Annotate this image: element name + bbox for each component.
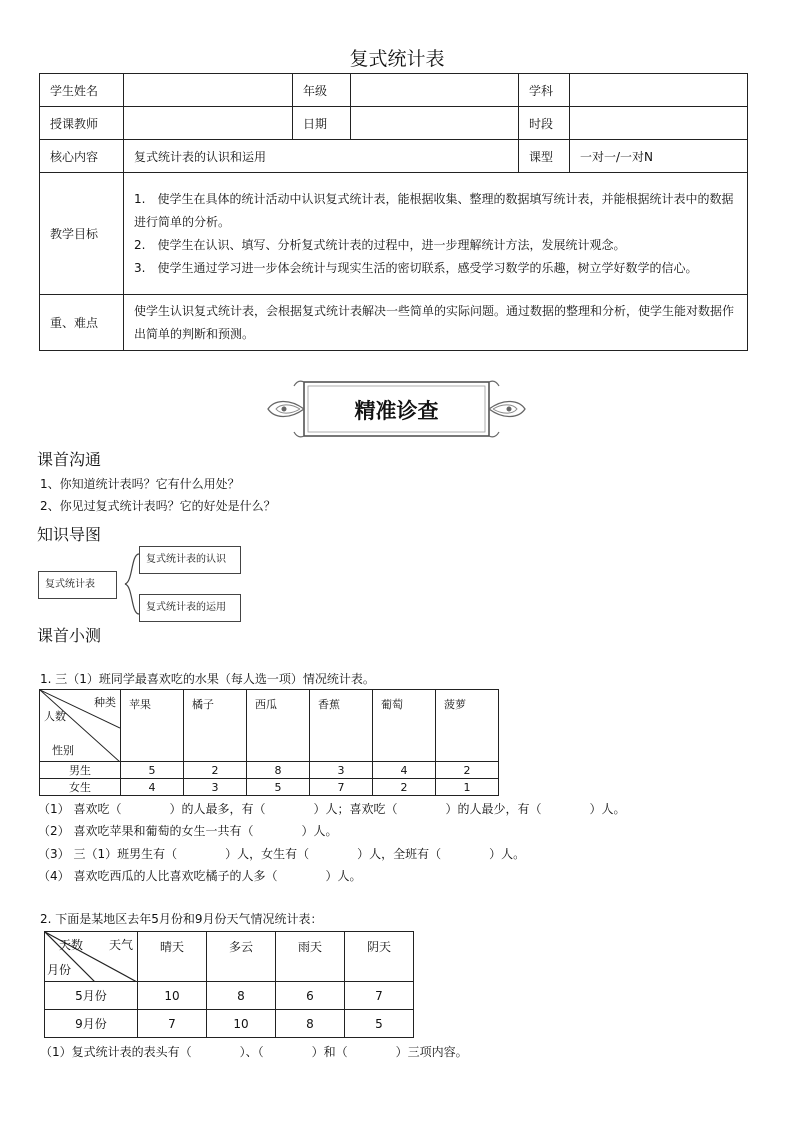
table-cell: 2 [184,762,247,779]
section-heading-knowledge-map: 知识导图 [37,525,102,544]
weather-table [44,931,414,1038]
teacher-label: 授课教师 [40,107,124,140]
subject-label: 学科 [519,74,570,107]
question-1: 1、你知道统计表吗？它有什么用处？ [40,477,240,491]
table-cell: 7 [138,1010,207,1038]
goal-item: 1. 使学生在具体的统计活动中认识复式统计表，能根据收集、整理的数据填写统计表，并能根据统计表中的数据进行简单的分析。 [134,191,734,229]
page-title: 复式统计表 [349,48,445,70]
problem-1-q2: （2） 喜欢吃苹果和葡萄的女生一共有（ ）人。 [38,824,338,838]
map-root: 复式统计表 [38,571,117,599]
grade-label: 年级 [293,74,351,107]
problem-1-q3: （3） 三（1）班男生有（ ）人，女生有（ ）人，全班有（ ）人。 [38,847,526,861]
section-banner [264,378,529,440]
table-cell: 4 [373,762,436,779]
corner-bottom: 月份 [47,963,72,977]
section-heading-quiz: 课首小测 [37,626,102,645]
corner-mid: 人数 [44,710,66,723]
goals-label: 教学目标 [40,173,124,295]
weather-header: 晴天 [138,932,207,982]
problem-1-intro: 1. 三（1）班同学最喜欢吃的水果（每人选一项）情况统计表。 [40,672,375,686]
table-cell: 3 [310,762,373,779]
section-heading-communication: 课首沟通 [37,450,102,469]
row-label-girls: 女生 [40,779,121,796]
date-value [351,107,519,140]
table-cell: 8 [276,1010,345,1038]
goals-cell [124,173,748,295]
table-cell: 4 [121,779,184,796]
table-cell: 8 [247,762,310,779]
core-label: 核心内容 [40,140,124,173]
corner-left: 天数 [59,938,84,952]
table-cell: 2 [436,762,499,779]
subject-value [570,74,748,107]
problem-2-q1: （1）复式统计表的表头有（ ）、（ ）和（ ）三项内容。 [40,1045,468,1059]
date-label: 日期 [293,107,351,140]
table-cell: 5 [121,762,184,779]
corner-top: 种类 [94,696,116,709]
map-branch-recognition: 复式统计表的认识 [139,546,241,574]
fruit-header: 菠萝 [436,690,499,762]
teacher-value [124,107,293,140]
table-cell: 6 [276,982,345,1010]
table-cell: 8 [207,982,276,1010]
map-branch-application: 复式统计表的运用 [139,594,241,622]
goal-item: 3. 使学生通过学习进一步体会统计与现实生活的密切联系，感受学习数学的乐趣，树立学好数学的信心。 [134,260,698,275]
fruit-header: 葡萄 [373,690,436,762]
period-label: 时段 [519,107,570,140]
fruit-table-corner [40,690,121,762]
weather-header: 阴天 [345,932,414,982]
fruit-header: 香蕉 [310,690,373,762]
table-cell: 7 [310,779,373,796]
fruit-header: 橘子 [184,690,247,762]
fruit-table [39,689,499,796]
problem-1-q4: （4） 喜欢吃西瓜的人比喜欢吃橘子的人多（ ）人。 [38,869,362,883]
problem-2-intro: 2. 下面是某地区去年5月份和9月份天气情况统计表： [40,912,323,926]
question-2: 2、你见过复式统计表吗？它的好处是什么？ [40,499,276,513]
key-label: 重、难点 [40,295,124,351]
core-value: 复式统计表的认识和运用 [124,140,519,173]
goal-item: 2. 使学生在认识、填写、分析复式统计表的过程中，进一步理解统计方法，发展统计观念。 [134,237,626,252]
weather-header: 雨天 [276,932,345,982]
type-label: 课型 [519,140,570,173]
corner-right: 天气 [108,938,133,952]
weather-table-corner [45,932,138,982]
table-cell: 5 [345,1010,414,1038]
table-cell: 2 [373,779,436,796]
weather-header: 多云 [207,932,276,982]
table-cell: 3 [184,779,247,796]
fruit-header: 苹果 [121,690,184,762]
row-label-boys: 男生 [40,762,121,779]
student-label: 学生姓名 [40,74,124,107]
lesson-info-table [39,73,748,351]
fruit-header: 西瓜 [247,690,310,762]
table-cell: 10 [207,1010,276,1038]
key-value: 使学生认识复式统计表，会根据复式统计表解决一些简单的实际问题。通过数据的整理和分析，使学生能对数据作出简单的判断和预测。 [124,295,748,351]
row-label-september: 9月份 [45,1010,138,1038]
table-cell: 1 [436,779,499,796]
grade-value [351,74,519,107]
table-cell: 5 [247,779,310,796]
corner-bottom: 性别 [52,744,74,757]
banner-title: 精准诊查 [354,398,439,423]
table-cell: 7 [345,982,414,1010]
student-value [124,74,293,107]
table-cell: 10 [138,982,207,1010]
problem-1-q1: （1） 喜欢吃（ ）的人最多，有（ ）人；喜欢吃（ ）的人最少，有（ ）人。 [38,802,626,816]
period-value [570,107,748,140]
type-value: 一对一/一对N [570,140,748,173]
row-label-may: 5月份 [45,982,138,1010]
